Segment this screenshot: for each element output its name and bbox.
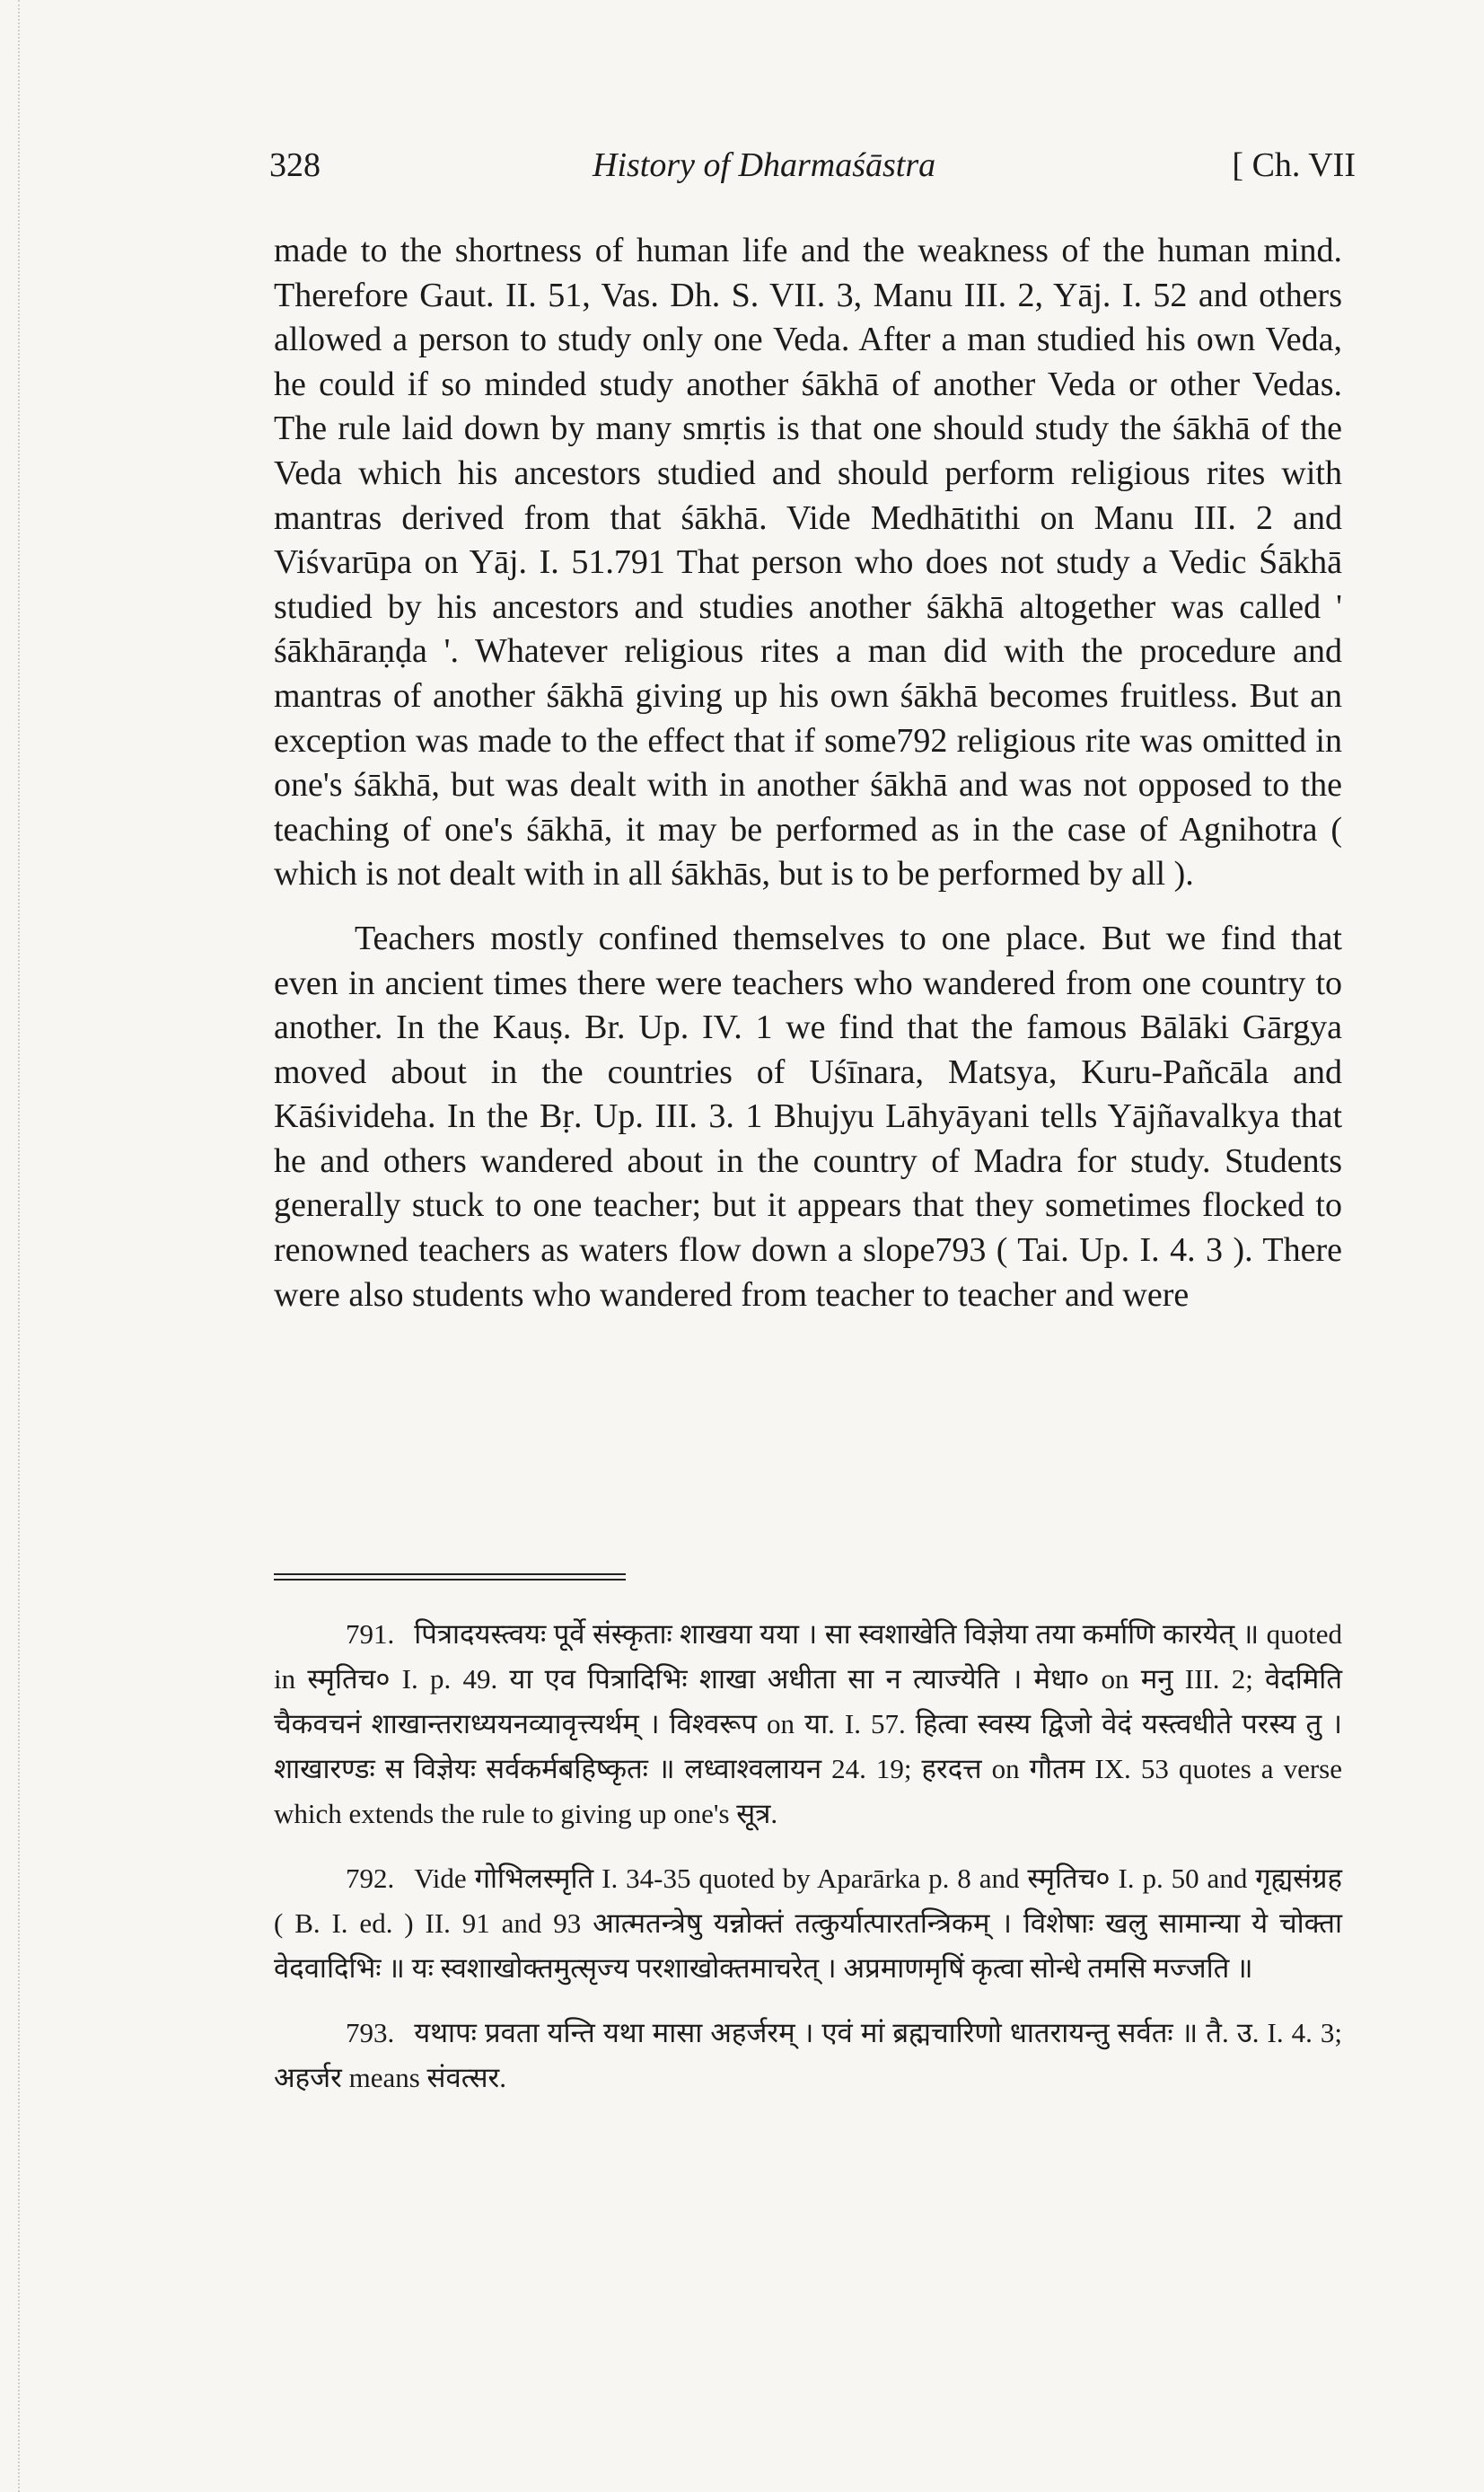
running-title: History of Dharmaśāstra bbox=[593, 146, 936, 184]
footnote-number: 791. bbox=[346, 1618, 395, 1650]
footnote-separator bbox=[274, 1573, 626, 1584]
footnote-number: 793. bbox=[346, 2017, 395, 2048]
running-header bbox=[269, 135, 1356, 189]
footnote-792 bbox=[274, 1856, 1342, 1991]
chapter-label: [ Ch. VII bbox=[1232, 146, 1356, 184]
paragraph: Teachers mostly confined themselves to one place. But we find that even in ancient times there were teachers who wandered from one country to another. In the Kauṣ. Br. Up. IV. 1 we find that the famous Bālāki Gārgya moved about in the countries of Uśīnara, Matsya, Kuru-Pañcāla and Kāśivideha. In the Bṛ. Up. III. 3. 1 Bhujyu Lāhyāyani tells Yājñavalkya that he and others wandered about in the country of Madra for study. Students generally stuck to one teacher; but it appears that they sometimes flocked to renowned teachers as waters flow down a slope793 ( Tai. Up. I. 4. 3 ). There were also students who wandered from teacher to teacher and were bbox=[274, 919, 1342, 1314]
footnote-number: 792. bbox=[346, 1862, 395, 1894]
footnote-text: Vide गोभिलस्मृति I. 34-35 quoted by Aparārka p. 8 and स्मृतिच० I. p. 50 and गृह्यसंग्रह ( B. I. ed. ) II. 91 and 93 आत्मतन्त्रेषु यन्नोक्तं तत्कुर्यात्पारतन्त्रिकम् । विशेषाः खलु सामान्या ये चोक्ता वेदवादिभिः ॥ यः स्वशाखोक्तमुत्सृज्य परशाखोक्तमाचरेत् । अप्रमाणमृषिं कृत्वा सोन्धे तमसि मज्जति ॥ bbox=[274, 1862, 1342, 1984]
scan-edge-marks bbox=[18, 0, 22, 2492]
footnote-text: पित्रादयस्त्वयः पूर्वे संस्कृताः शाखया यया । सा स्वशाखेति विज्ञेया तया कर्माणि कारयेत् ॥ quoted in स्मृतिच० I. p. 49. या एव पित्रादिभिः शाखा अधीता सा न त्याज्येति । मेधा० on मनु III. 2; वेदमिति चैकवचनं शाखान्तराध्ययनव्यावृत्त्यर्थम् । विश्वरूप on या. I. 57. हित्वा स्वस्य द्विजो वेदं यस्त्वधीते परस्य तु । शाखारण्डः स विज्ञेयः सर्वकर्मबहिष्कृतः ॥ लध्वाश्वलायन 24. 19; हरदत्त on गौतम IX. 53 quotes a verse which extends the rule to giving up one's सूत्र. bbox=[274, 1618, 1342, 1829]
paragraph: made to the shortness of human life and the weakness of the human mind. Therefore Gaut. II. 51, Vas. Dh. S. VII. 3, Manu III. 2, Yāj. I. 52 and others allowed a person to study only one Veda. After a man studied his own Veda, he could if so minded study another śākhā of another Veda or other Vedas. The rule laid down by many smṛtis is that one should study the śākhā of the Veda which his ancestors studied and should perform religious rites with mantras derived from that śākhā. Vide Medhātithi on Manu III. 2 and Viśvarūpa on Yāj. I. 51.791 That person who does not study a Vedic Śākhā studied by his ancestors and studies another śākhā altogether was called ' śākhāraṇḍa '. Whatever religious rites a man did with the procedure and mantras of another śākhā giving up his own śākhā becomes fruitless. But an exception was made to the effect that if some792 religious rite was omitted in one's śākhā, but was dealt with in another śākhā and was not opposed to the teaching of one's śākhā, it may be performed as in the case of Agnihotra ( which is not dealt with in all śākhās, but is to be performed by all ). bbox=[274, 232, 1342, 894]
page-number: 328 bbox=[269, 146, 321, 184]
footnote-791 bbox=[274, 1612, 1342, 1836]
footnote-text: यथापः प्रवता यन्ति यथा मासा अहर्जरम् । एवं मां ब्रह्मचारिणो धातरायन्तु सर्वतः ॥ तै. उ. I. 4. 3; अहर्जर means संवत्सर. bbox=[274, 2017, 1342, 2093]
footnotes bbox=[274, 1612, 1342, 2100]
footnote-793 bbox=[274, 2011, 1342, 2100]
main-text bbox=[274, 229, 1342, 1317]
